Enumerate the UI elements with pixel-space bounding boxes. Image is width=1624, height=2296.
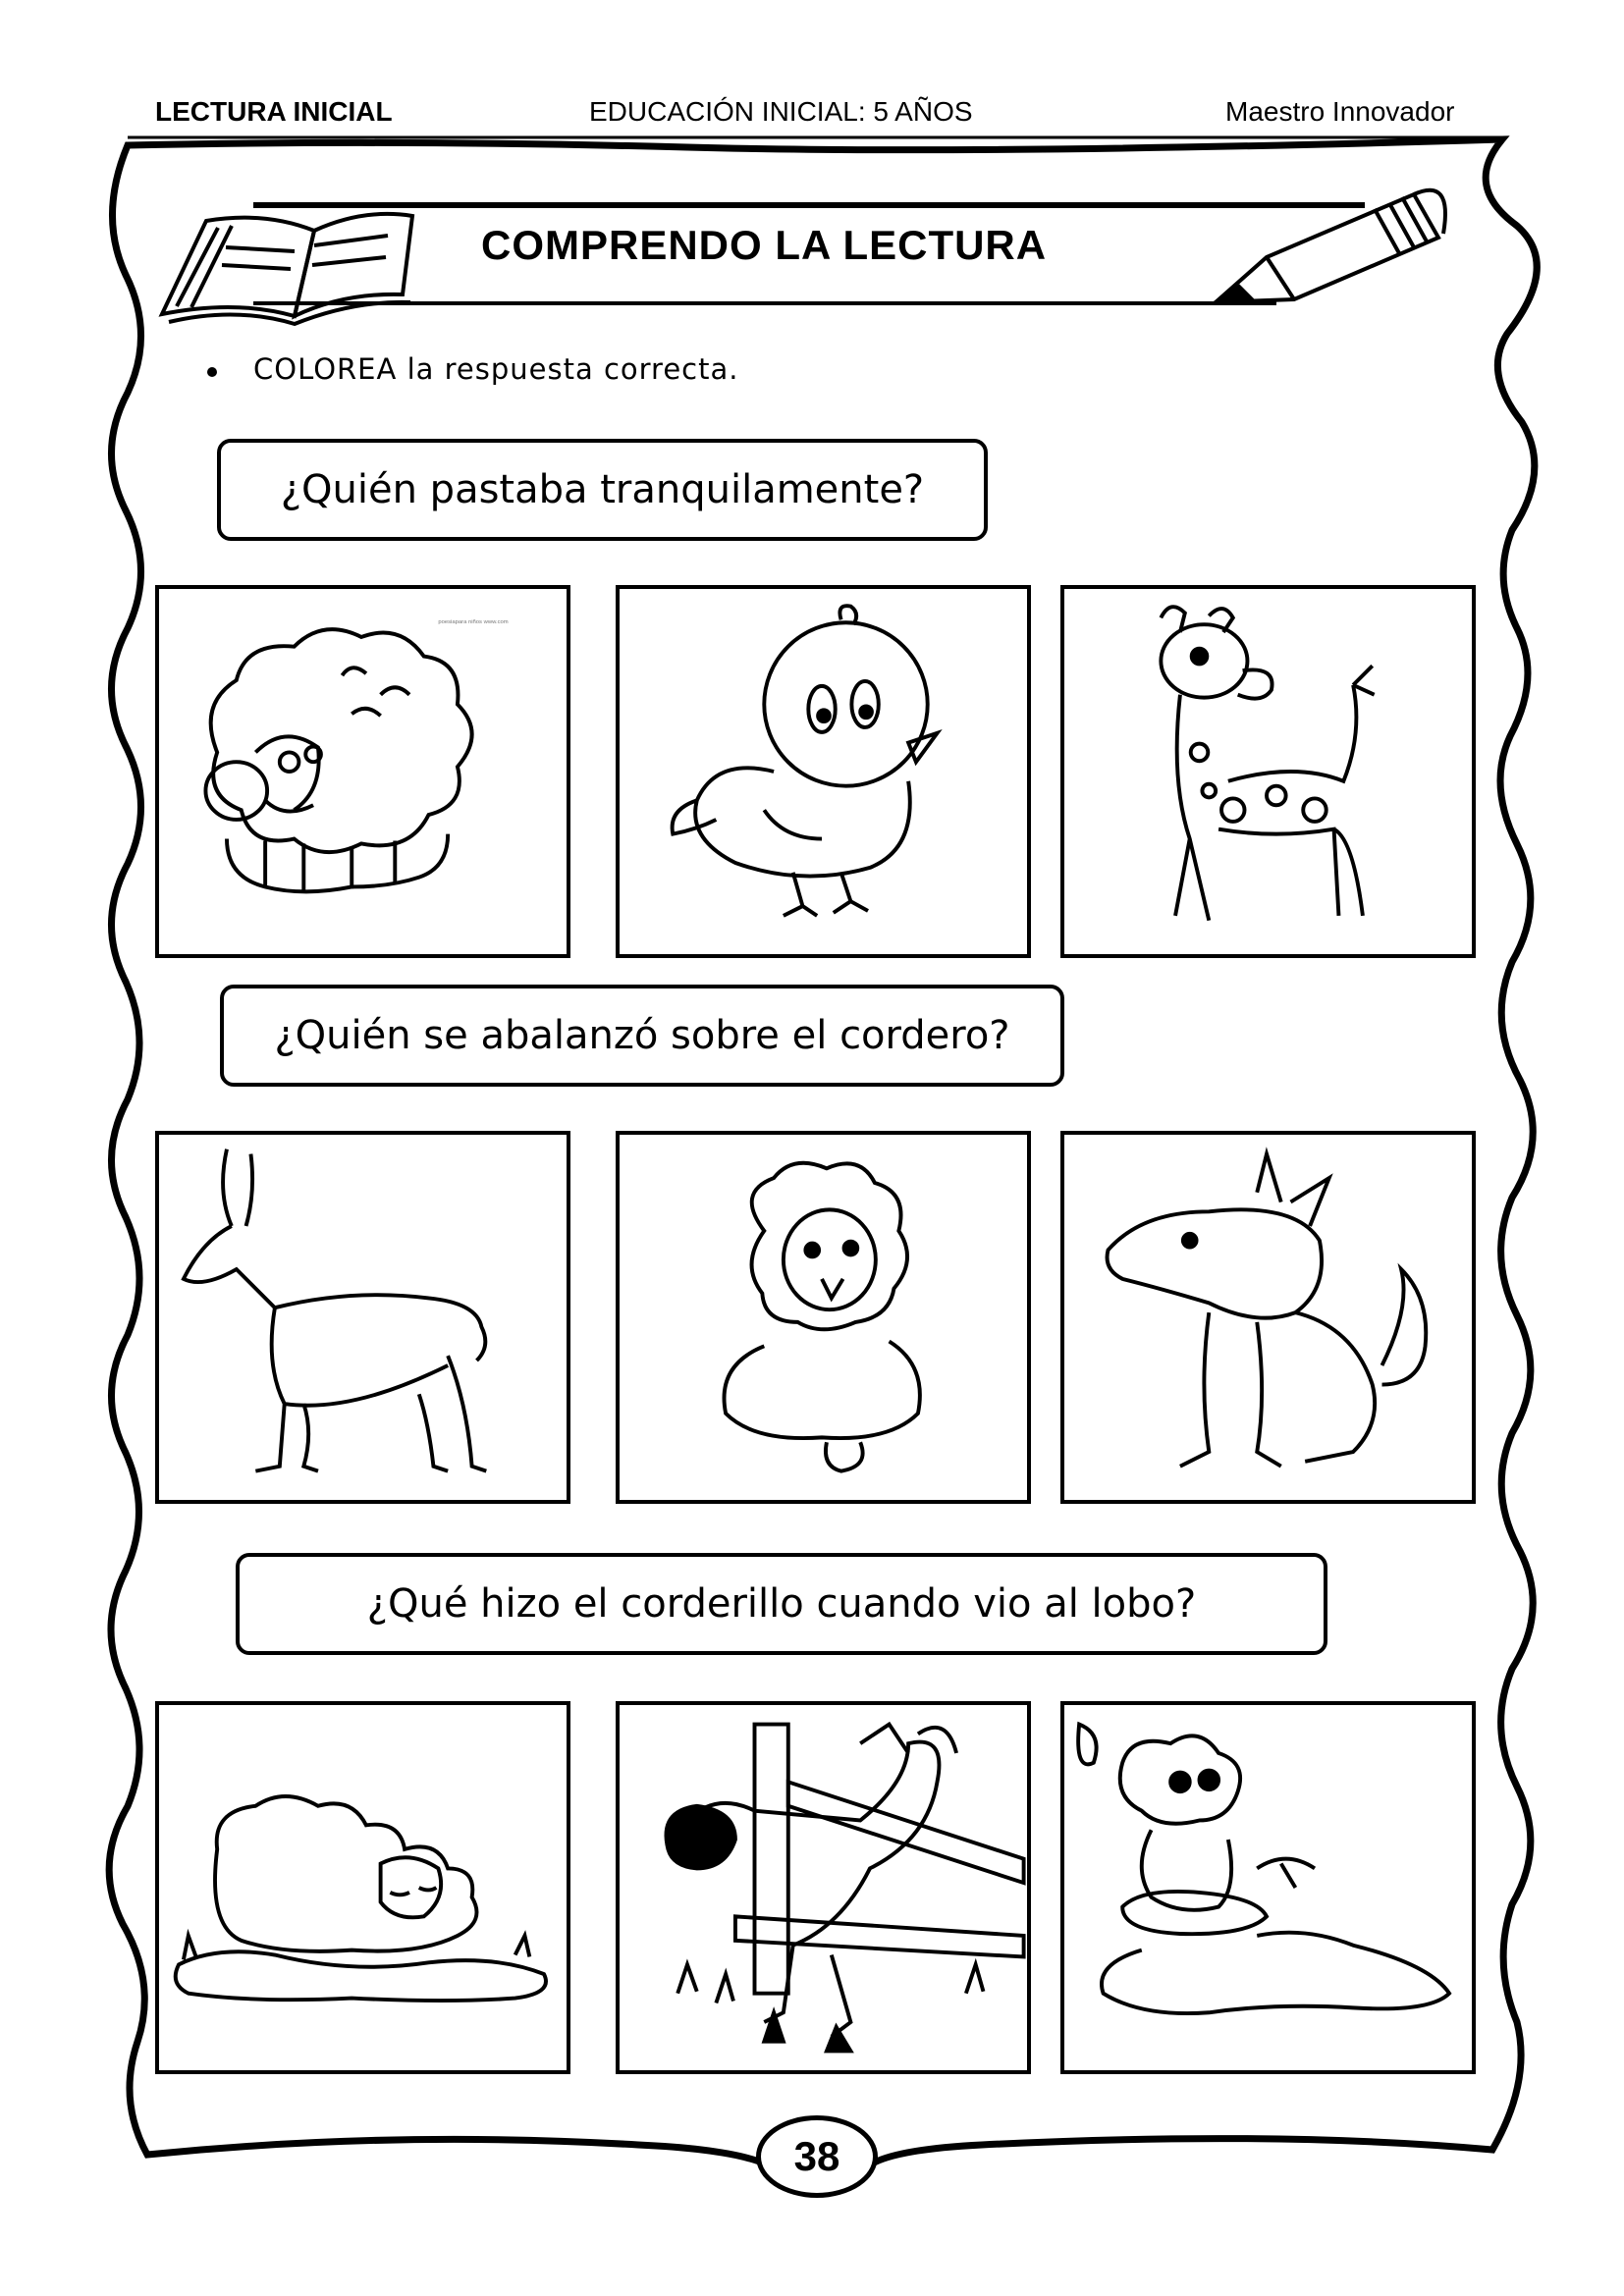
question-2 [220, 985, 1064, 1087]
header-left: LECTURA INICIAL [155, 96, 393, 127]
header-right: Maestro Innovador [1225, 96, 1455, 127]
sheep-icon [159, 589, 567, 954]
instruction-rest: la respuesta correcta. [406, 352, 739, 386]
instruction [253, 352, 738, 386]
giraffe-icon [1064, 589, 1472, 954]
option-wolf[interactable] [1060, 1131, 1476, 1504]
option-antelope[interactable] [155, 1131, 570, 1504]
option-lamb-in-puddle[interactable] [1060, 1701, 1476, 2074]
svg-text:poesiapara niños www.com: poesiapara niños www.com [438, 619, 509, 626]
bullet-icon [207, 367, 217, 377]
jumping-lamb-icon [620, 1705, 1027, 2070]
question-1 [217, 439, 988, 541]
lion-icon [620, 1135, 1027, 1500]
question-text: ¿Quién se abalanzó sobre el cordero? [274, 1013, 1010, 1058]
option-sleeping-lambs[interactable] [155, 1701, 570, 2074]
question-3 [236, 1553, 1327, 1655]
option-giraffe[interactable] [1060, 585, 1476, 958]
question-text: ¿Qué hizo el corderillo cuando vio al lobo? [366, 1581, 1197, 1627]
sleeping-lambs-icon [159, 1705, 567, 2070]
option-chick[interactable] [616, 585, 1031, 958]
lamb-in-puddle-icon [1064, 1705, 1472, 2070]
page-title: COMPRENDO LA LECTURA [481, 222, 1048, 268]
option-lion[interactable] [616, 1131, 1031, 1504]
page-number: 38 [756, 2115, 878, 2198]
wolf-icon [1064, 1135, 1472, 1500]
option-jumping-lamb[interactable] [616, 1701, 1031, 2074]
question-text: ¿Quién pastaba tranquilamente? [280, 467, 925, 512]
header-center: EDUCACIÓN INICIAL: 5 AÑOS [589, 96, 973, 127]
chick-icon [620, 589, 1027, 954]
open-book-icon [162, 214, 412, 324]
instruction-bold: COLOREA [253, 352, 398, 386]
antelope-icon [159, 1135, 567, 1500]
option-sheep[interactable] [155, 585, 570, 958]
